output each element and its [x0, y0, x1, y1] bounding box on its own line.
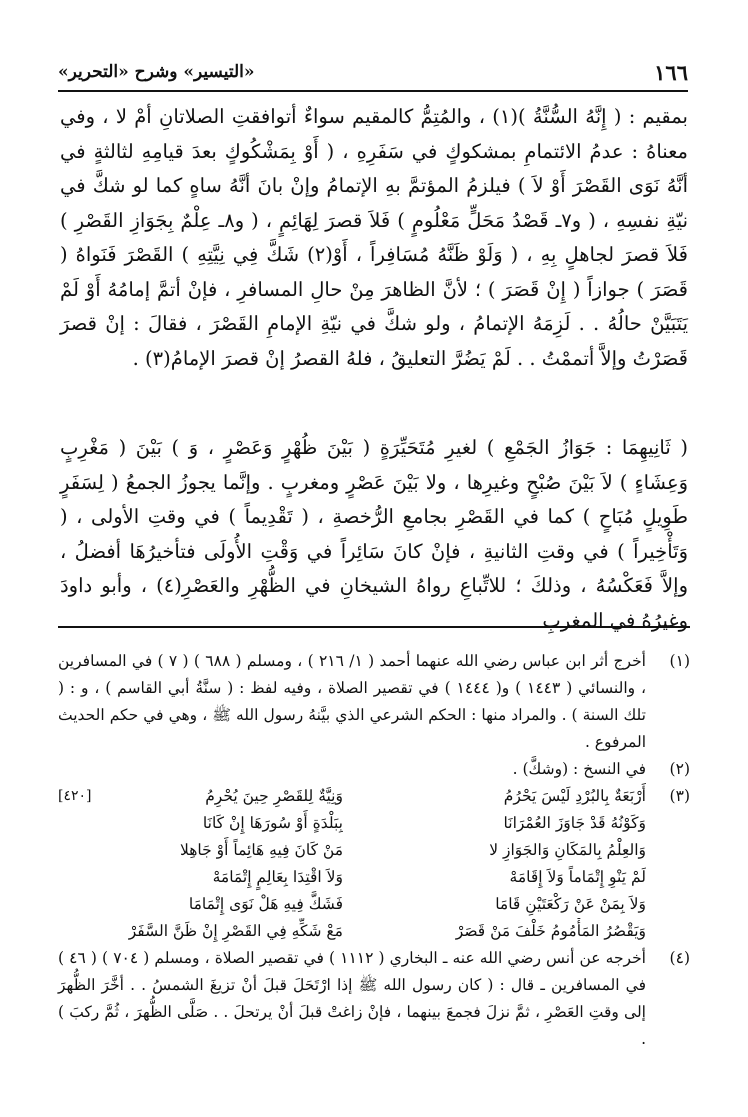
footnote-text: في النسخ : (وشكَّ) .: [512, 760, 646, 778]
verse-line: لَمْ يَنْوِ إِتْمَاماً وَلاَ إِقَامَهْ: [509, 868, 646, 886]
verse-line: أَرْبَعَةٌ بِالبُرْدِ لَيْسَ يَحْرُمُ: [503, 787, 646, 805]
main-text-block-2: [60, 431, 688, 638]
verse-line: وَنِيَّةٌ لِلقَصْرِ حِينَ يُحْرِمُ: [205, 787, 343, 805]
verse-poem: [58, 783, 646, 945]
verse-line: وَلاَ اقْتِدَا بِعَالِمٍ إِتْمَامَهْ: [212, 868, 343, 886]
verse-line: وَكَوْنُهُ قَدْ جَاوَزَ العُمْرَانَا: [503, 814, 646, 832]
footnote-4: [58, 945, 690, 1053]
footnote-number: (١): [669, 652, 690, 670]
footnote-3: [58, 783, 690, 945]
body-paragraph-1: بمقيم : ( إِنَّهُ السُّنَّةُ )(١) ، والمُتِمُّ كالمقيم سواءٌ أتوافقتِ الصلاتانِ أمْ لا ، وفي معناهُ : عدمُ الائتمامِ بمشكوكٍ في سَفَرِهِ ، ( أَوْ بِمَشْكُوكٍ بعدَ قيامِهِ لثالثةٍ في أنَّهُ نَوَى القَصْرَ أَوْ لاَ ) فيلزمُ المؤتمَّ بهِ الإتمامُ وإنْ بانَ أنَّهُ ساهٍ كما لو شكَّ في نيّةِ نفسِهِ ، ( و٧ـ قَصْدُ مَحَلٍّ مَعْلُومٍ ) فَلاَ قصرَ لِهَائِمٍ ، ( و٨ـ عِلْمٌ بِجَوَازِ القَصْرِ ) فَلاَ قصرَ لجاهلٍ بِهِ ، ( وَلَوْ ظَنَّهُ مُسَافِراً ، أَوْ(٢) شَكَّ فِي نِيَّتِهِ ) القَصْرَ فَنَواهُ ( قَصَرَ ) جوازاً ( إِنْ قَصَرَ ) ؛ لأنَّ الظاهرَ مِنْ حالِ المسافرِ ، فإنْ أتمَّ إمامُهُ أَوْ لَمْ يَتَبَيَّنْ حالُهُ . . لَزِمَهُ الإتمامُ ، ولو شكَّ في نيّةِ الإمامِ القَصْرَ ، فقالَ : إنْ قصرَ قَصَرْتُ وإلاَّ أتممْتُ . . لَمْ يَضُرَّ التعليقُ ، فلهُ القصرُ إنْ قصرَ الإمامُ(٣) .: [60, 105, 689, 370]
footnote-1: [58, 648, 690, 756]
footnotes: [58, 648, 690, 1053]
footnote-number: (٤): [669, 949, 690, 967]
footnote-text: أخرج أثر ابن عباس رضي الله عنهما أحمد ( ١/ ٢١٦ ) ، ومسلم ( ٦٨٨ ) ( ٧ ) في المسافرين ، والنسائي ( ١٤٤٣ ) و( ١٤٤٤ ) في تقصير الصلاة ، وفيه لفظ : ( سنَّةُ أبي القاسم ) ، و : ( تلك السنة ) . والمراد منها : الحكم الشرعي الذي بيَّنهُ رسول الله ﷺ ، وهي في حكم الحديث المرفوع .: [58, 652, 646, 751]
running-title: «التيسير» وشرح «التحرير»: [58, 62, 255, 82]
verse-line: وَلاَ بِمَنْ عَنْ رَكْعَتَيْنِ قَامَا: [495, 895, 646, 913]
header-rule: [58, 90, 688, 92]
verse-line: وَالعِلْمُ بِالمَكَانِ وَالجَوَازِ لا: [489, 841, 646, 859]
footnote-rule: [58, 626, 690, 628]
running-header: [58, 60, 688, 86]
verse-line: فَشَكَّ فِيهِ هَلْ نَوَى إِتْمَامَا: [188, 895, 343, 913]
verse-reference: [٤٢٠]: [58, 788, 92, 804]
footnote-number: (٣): [669, 787, 690, 805]
footnote-2: [58, 756, 690, 783]
page-number: ١٦٦: [654, 60, 688, 85]
footnote-number: (٢): [669, 760, 690, 778]
verse-line: مَنْ كَانَ فِيهِ هَائِماً أَوْ جَاهِلا: [179, 841, 343, 859]
body-paragraph-2: ( ثَانِيهِمَا : جَوَازُ الجَمْعِ ) لغيرِ مُتَحَيِّرَةٍ ( بَيْنَ ظُهْرٍ وَعَصْرٍ ، وَ ) بَيْنَ ( مَغْرِبٍ وَعِشَاءٍ ) لاَ بَيْنَ صُبْحٍ وغيرِها ، ولا بَيْنَ عَصْرٍ ومغربٍ . وإنَّما يجوزُ الجمعُ ( لِسَفَرٍ طَوِيلٍ مُبَاحٍ ) كما في القَصْرِ بجامعِ الرُّخصةِ ، ( تَقْدِيماً ) في وقتِ الأولى ، ( وَتَأْخِيراً ) في وقتِ الثانيةِ ، فإنْ كانَ سَائِراً في وَقْتِ الأُولَى فتأخيرُهَا أفضلُ ، وإلاَّ فَعَكْسُهُ ، وذلكَ ؛ للاتِّباعِ رواهُ الشيخانِ في الظُّهْرِ والعَصْرِ(٤) ، وأبو داودَ وغيرُهُ في المغربِ: [60, 436, 688, 632]
main-text-block-1: [60, 100, 688, 376]
verse-line: مَعْ شَكِّهِ فِي القَصْرِ إِنْ ظَنَّ السَّفَرْ: [128, 922, 343, 940]
verse-line: بِبَلْدَةٍ أَوْ سُورَهَا إِنْ كَانَا: [202, 814, 343, 832]
verse-line: وَيَقْصُرُ المَأْمُومُ خَلْفَ مَنْ قَصَرْ: [455, 922, 646, 940]
footnote-text: أخرجه عن أنس رضي الله عنه ـ البخاري ( ١١١٢ ) في تقصير الصلاة ، ومسلم ( ٧٠٤ ) ( ٤٦ ) في المسافرين ـ قال : ( كان رسول الله ﷺ إذا ارْتَحَلَ قبلَ أنْ تزيغَ الشمسُ . . أخَّرَ الظُّهرَ إلى وقتِ العَصْرِ ، ثمَّ نزلَ فجمعَ بينهما ، فإنْ زاغتْ قبلَ أنْ يرتحلَ . . صَلَّى الظُّهرَ ، ثُمَّ ركبَ ) .: [58, 949, 646, 1048]
